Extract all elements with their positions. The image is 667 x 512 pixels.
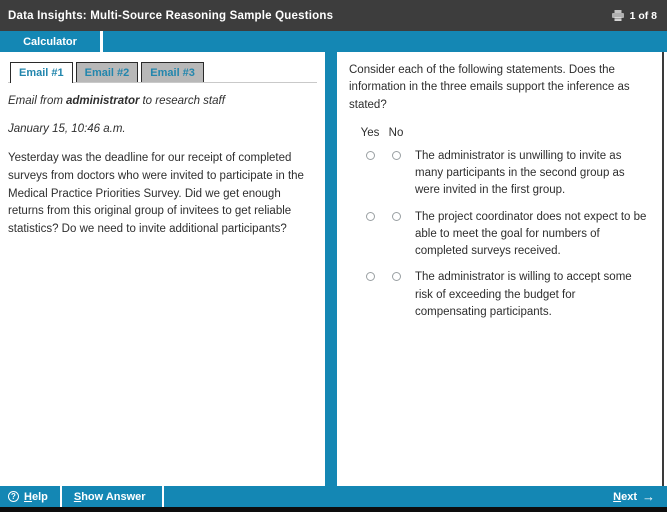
next-button[interactable] (601, 486, 667, 507)
statement-2-yes-radio[interactable] (366, 212, 375, 221)
toolbar (0, 31, 667, 52)
email-tabs (8, 62, 317, 83)
statement-row (349, 209, 652, 261)
email-meta-sender: administrator (65, 95, 140, 107)
show-answer-button-label: Show Answer (73, 490, 146, 503)
calculator-button[interactable] (0, 31, 103, 52)
window-bottom-edge (0, 507, 667, 512)
main-area (0, 52, 667, 486)
page-indicator (611, 10, 657, 22)
next-button-label: Next (613, 490, 637, 503)
tab-email-3[interactable]: Email #3 (141, 62, 204, 82)
email-meta-prefix: Email from (8, 95, 63, 107)
tab-email-1[interactable]: Email #1 (10, 62, 73, 83)
footer-bar (0, 486, 667, 507)
footer-spacer (164, 486, 602, 507)
email-body-text: Yesterday was the deadline for our receipt of completed surveys from doctors who were invited to participate in the Medical Practice Priorities Survey. Did we get enough returns from this original group of invitees to get reliable statistics? Do we need to invite additional participants? (8, 152, 304, 236)
titlebar (0, 0, 667, 31)
next-arrow-icon: → (642, 489, 655, 504)
show-answer-button[interactable] (62, 486, 164, 507)
email-panel (0, 52, 325, 486)
yes-no-header (349, 127, 652, 139)
email-meta-line (8, 95, 317, 107)
help-button-label: Help (24, 490, 48, 503)
question-prompt: Consider each of the following statements. Does the information in the three emails support the inference as stated? (349, 64, 630, 111)
question-panel (337, 52, 664, 486)
statement-2-no-radio[interactable] (392, 212, 401, 221)
statement-3-yes-radio[interactable] (366, 272, 375, 281)
email-meta-suffix: to research staff (142, 95, 225, 107)
help-question-icon: ? (8, 491, 19, 502)
yes-column-label: Yes (360, 126, 380, 139)
statement-3-no-radio[interactable] (392, 272, 401, 281)
calculator-button-label: Calculator (23, 35, 77, 48)
statement-row (349, 269, 652, 321)
statement-3-text: The administrator is willing to accept some risk of exceeding the budget for compensating participants. (415, 271, 632, 318)
page-indicator-text: 1 of 8 (629, 9, 657, 22)
email-date-line: January 15, 10:46 a.m. (8, 123, 126, 135)
tab-email-2[interactable]: Email #2 (76, 62, 139, 82)
help-button[interactable] (0, 486, 62, 507)
page-title: Data Insights: Multi-Source Reasoning Sample Questions (8, 9, 334, 22)
no-column-label: No (388, 126, 404, 139)
statement-row (349, 148, 652, 200)
statement-1-no-radio[interactable] (392, 151, 401, 160)
statement-1-yes-radio[interactable] (366, 151, 375, 160)
panel-divider (325, 52, 337, 486)
printer-icon (611, 10, 625, 21)
statement-2-text: The project coordinator does not expect to be able to meet the goal for numbers of completed surveys received. (415, 210, 647, 257)
statement-1-text: The administrator is unwilling to invite as many participants in the second group as were invited in the first group. (415, 149, 625, 197)
